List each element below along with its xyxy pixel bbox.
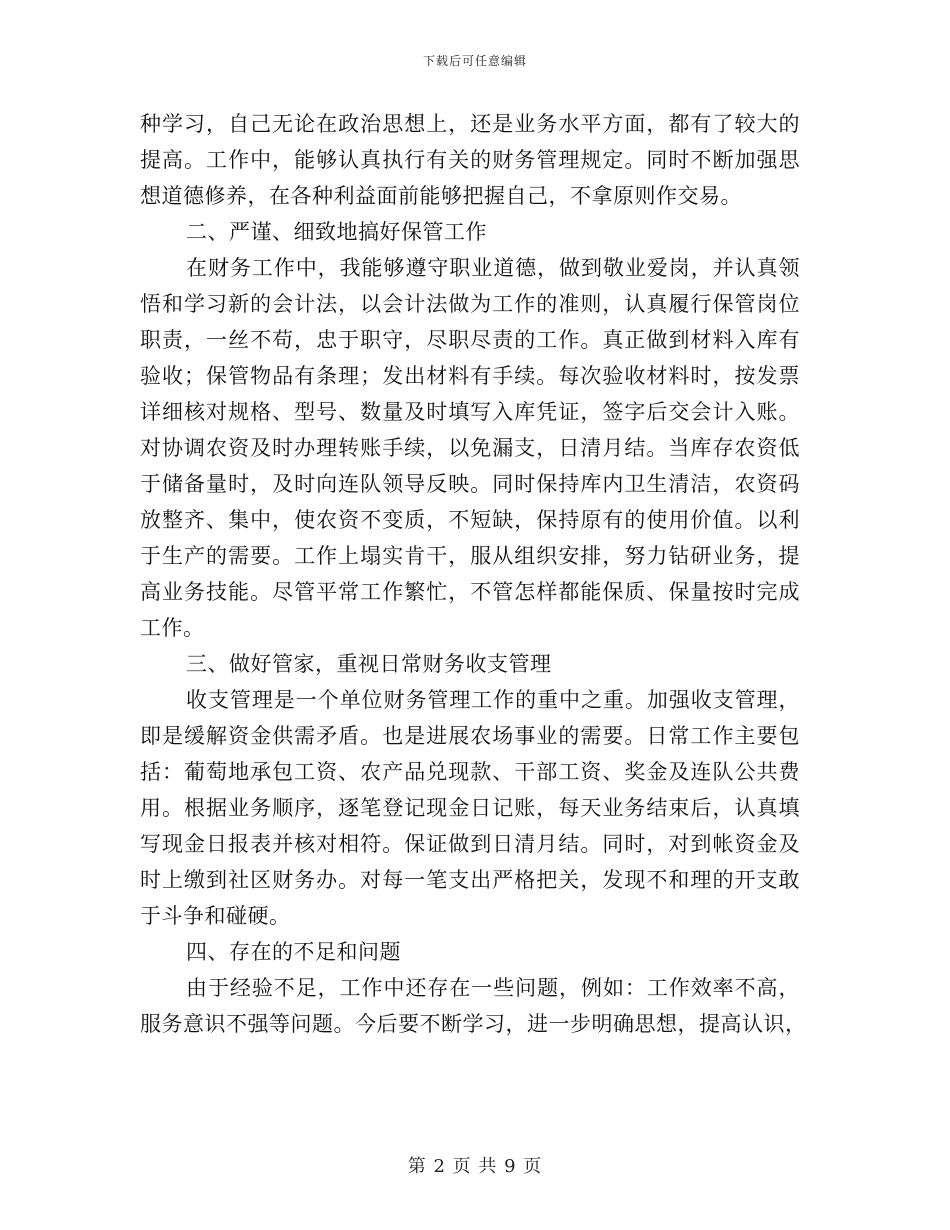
text-line: 对协调农资及时办理转账手续，以免漏支，日清月结。当库存农资低 — [140, 436, 800, 460]
text-line: 括：葡萄地承包工资、农产品兑现款、干部工资、奖金及连队公共费 — [140, 760, 800, 784]
text-line: 由于经验不足，工作中还存在一些问题，例如：工作效率不高， — [186, 976, 800, 1000]
text-line: 验收；保管物品有条理；发出材料有手续。每次验收材料时，按发票 — [140, 364, 800, 388]
text-line: 时上缴到社区财务办。对每一笔支出严格把关，发现不和理的开支敢 — [140, 868, 800, 892]
text-line: 工作。 — [140, 616, 205, 640]
text-line: 于储备量时，及时向连队领导反映。同时保持库内卫生清洁，农资码 — [140, 472, 800, 496]
text-line: 放整齐、集中，使农资不变质，不短缺，保持原有的使用价值。以利 — [140, 508, 800, 532]
text-line: 收支管理是一个单位财务管理工作的重中之重。加强收支管理， — [186, 688, 800, 712]
page-header: 下载后可任意编辑 — [422, 54, 527, 68]
text-line: 提高。工作中，能够认真执行有关的财务管理规定。同时不断加强思 — [140, 148, 800, 172]
text-line: 二、严谨、细致地搞好保管工作 — [186, 220, 487, 244]
text-line: 四、存在的不足和问题 — [186, 940, 401, 964]
document-body — [140, 106, 807, 1042]
text-line: 种学习，自己无论在政治思想上，还是业务水平方面，都有了较大的 — [140, 112, 800, 136]
text-line: 三、做好管家，重视日常财务收支管理 — [186, 652, 552, 676]
text-line: 高业务技能。尽管平常工作繁忙，不管怎样都能保质、保量按时完成 — [140, 580, 800, 604]
text-line: 于斗争和碰硬。 — [140, 904, 291, 928]
text-line: 悟和学习新的会计法，以会计法做为工作的准则，认真履行保管岗位 — [140, 292, 800, 316]
text-line: 于生产的需要。工作上塌实肯干，服从组织安排，努力钻研业务，提 — [140, 544, 800, 568]
text-line: 在财务工作中，我能够遵守职业道德，做到敬业爱岗，并认真领 — [186, 256, 800, 280]
text-line: 职责，一丝不苟，忠于职守，尽职尽责的工作。真正做到材料入库有 — [140, 328, 800, 352]
text-line: 服务意识不强等问题。今后要不断学习，进一步明确思想，提高认识， — [140, 1012, 807, 1036]
text-line: 想道德修养，在各种利益面前能够把握自己，不拿原则作交易。 — [140, 184, 742, 208]
text-line: 详细核对规格、型号、数量及时填写入库凭证，签字后交会计入账。 — [140, 400, 800, 424]
text-line: 即是缓解资金供需矛盾。也是进展农场事业的需要。日常工作主要包 — [140, 724, 800, 748]
page-number-footer: 第 2 页 共 9 页 — [407, 1156, 543, 1177]
text-line: 写现金日报表并核对相符。保证做到日清月结。同时，对到帐资金及 — [140, 832, 800, 856]
text-line: 用。根据业务顺序，逐笔登记现金日记账，每天业务结束后，认真填 — [140, 796, 800, 820]
